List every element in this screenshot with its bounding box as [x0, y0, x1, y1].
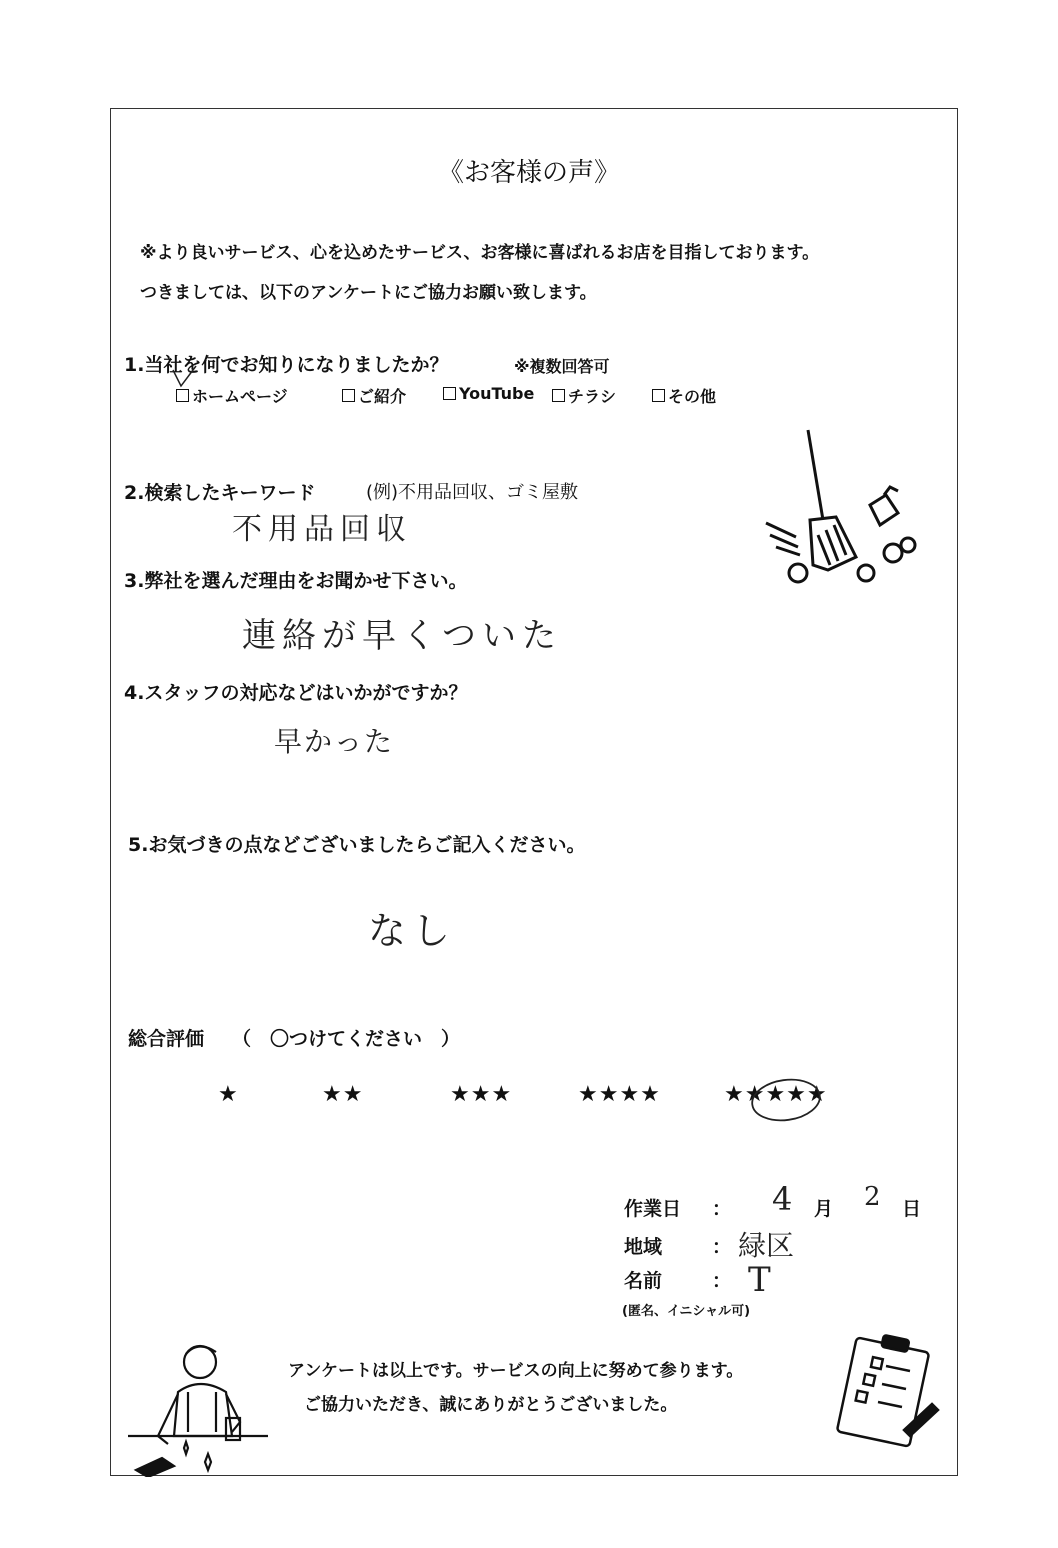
broom-illustration-icon	[758, 425, 928, 590]
rating-1-star[interactable]: ★	[218, 1082, 239, 1107]
clipboard-checklist-icon	[834, 1330, 944, 1450]
keyword-example: (例)不用品回収、ゴミ屋敷	[366, 482, 579, 503]
checkbox[interactable]	[552, 389, 565, 402]
month-unit: 月	[814, 1198, 834, 1220]
question-2: 2.検索したキーワード	[124, 482, 316, 504]
day-unit: 日	[902, 1198, 922, 1220]
intro-line-2: つきましては、以下のアンケートにご協力お願い致します。	[140, 283, 597, 303]
option-flyer[interactable]	[552, 384, 616, 407]
checkbox[interactable]	[443, 387, 456, 400]
question-1: 1.当社を何でお知りになりましたか？	[124, 354, 449, 376]
option-label: チラシ	[568, 387, 617, 406]
answer-4: 早かった	[274, 725, 395, 758]
work-month: 4	[772, 1180, 799, 1218]
checkbox[interactable]	[342, 389, 355, 402]
answer-5: なし	[368, 909, 457, 953]
answer-3: 連絡が早くついた	[242, 616, 562, 656]
rating-5-star[interactable]: ★★★★★	[724, 1082, 828, 1107]
checkbox[interactable]	[652, 389, 665, 402]
cleaning-person-illustration-icon	[128, 1332, 273, 1477]
answer-2: 不用品回収	[232, 512, 412, 547]
question-4: 4.スタッフの対応などはいかがですか？	[124, 682, 468, 704]
form-title: 《お客様の声》	[437, 158, 620, 188]
option-label: その他	[668, 387, 717, 406]
name-note: (匿名、イニシャル可)	[622, 1304, 751, 1319]
option-label: ご紹介	[358, 387, 407, 406]
name-value: T	[748, 1260, 777, 1300]
colon: ：	[712, 1198, 732, 1220]
colon: ：	[712, 1270, 732, 1292]
rating-instruction: （ 〇つけてください ）	[232, 1028, 461, 1050]
option-other[interactable]	[652, 384, 716, 407]
option-label: YouTube	[459, 384, 535, 403]
work-day: 2	[864, 1182, 887, 1212]
rating-label: 総合評価	[128, 1028, 205, 1050]
question-3: 3.弊社を選んだ理由をお聞かせ下さい。	[124, 570, 468, 592]
multiple-answer-note: ※複数回答可	[514, 357, 610, 376]
option-referral[interactable]	[342, 384, 406, 407]
rating-3-star[interactable]: ★★★	[450, 1082, 513, 1107]
intro-line-1: ※より良いサービス、心を込めたサービス、お客様に喜ばれるお店を目指しております。	[140, 243, 820, 263]
checkmark-icon	[170, 362, 200, 392]
closing-line-2: ご協力いただき、誠にありがとうございました。	[304, 1395, 678, 1415]
option-label: ホームページ	[192, 387, 288, 406]
name-label: 名前	[624, 1270, 663, 1292]
rating-4-star[interactable]: ★★★★	[578, 1082, 661, 1107]
work-date-label: 作業日	[624, 1198, 682, 1220]
colon: ：	[712, 1236, 732, 1258]
rating-2-star[interactable]: ★★	[322, 1082, 364, 1107]
closing-line-1: アンケートは以上です。サービスの向上に努めて参ります。	[288, 1361, 744, 1381]
area-value: 緑区	[738, 1229, 795, 1262]
form-border	[110, 108, 958, 1476]
question-5: 5.お気づきの点などございましたらご記入ください。	[128, 834, 586, 856]
area-label: 地域	[624, 1236, 663, 1258]
option-youtube[interactable]	[443, 384, 534, 403]
selected-rating-circle	[748, 1070, 828, 1130]
